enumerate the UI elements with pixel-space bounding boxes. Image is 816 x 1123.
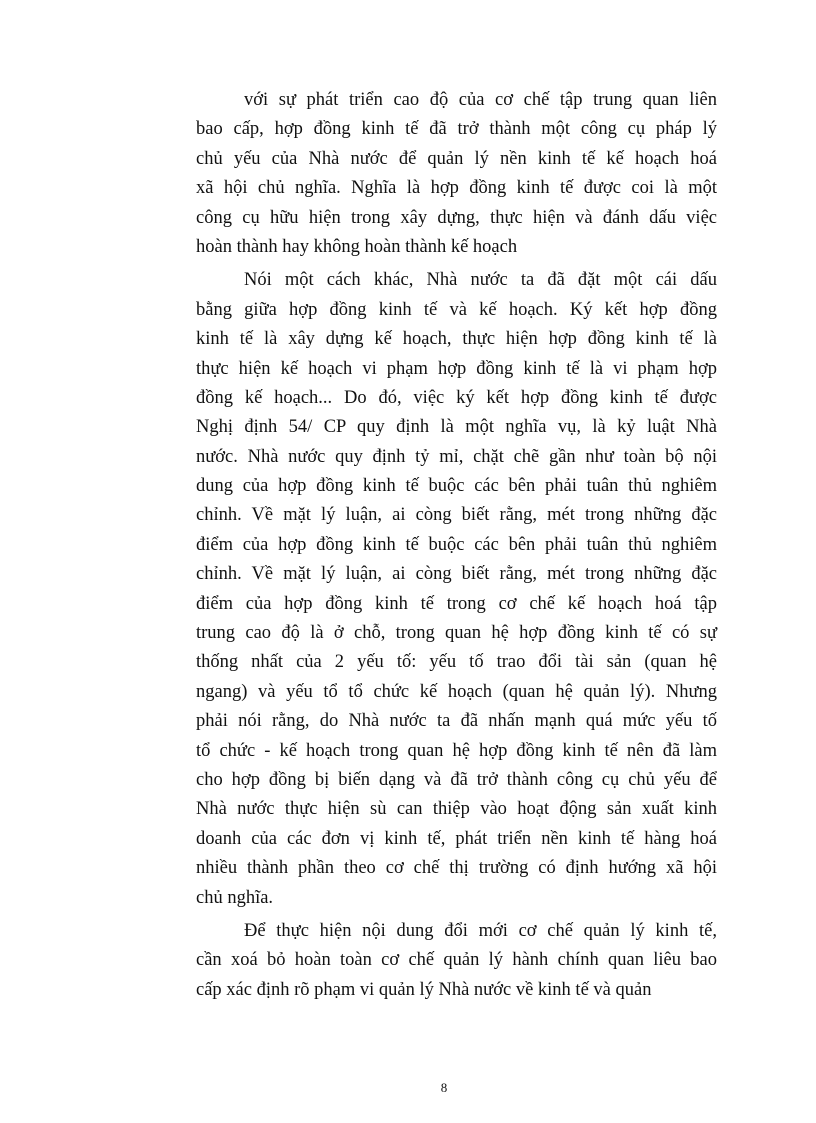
paragraph-line: thực hiện kế hoạch vi phạm hợp đồng kinh tế là vi phạm hợp — [196, 358, 717, 379]
paragraph-line: doanh của các đơn vị kinh tế, phát triển nền kinh tế hàng hoá — [196, 828, 717, 849]
paragraph-line: tổ chức - kế hoạch trong quan hệ hợp đồng kinh tế nên đã làm — [196, 740, 717, 761]
paragraph-line: hoàn thành hay không hoàn thành kế hoạch — [196, 236, 518, 257]
paragraph-line: Nói một cách khác, Nhà nước ta đã đặt một cái dấu — [244, 270, 717, 291]
paragraph-line: nước. Nhà nước quy định tỷ mỉ, chặt chẽ gần như toàn bộ nội — [196, 446, 717, 467]
paragraph-line: bao cấp, hợp đồng kinh tế đã trở thành một công cụ pháp lý — [196, 119, 717, 140]
paragraph-line: chủ nghĩa. — [196, 887, 274, 908]
paragraph — [196, 917, 717, 1005]
paragraph — [196, 86, 717, 262]
paragraph-line: cấp xác định rõ phạm vi quản lý Nhà nước về kinh tế và quản — [196, 979, 652, 1000]
paragraph-line: xã hội chủ nghĩa. Nghĩa là hợp đồng kinh tế được coi là một — [196, 178, 717, 199]
paragraph-line: dung của hợp đồng kinh tế buộc các bên phải tuân thủ nghiêm — [196, 476, 717, 497]
paragraph-line: Nghị định 54/ CP quy định là một nghĩa vụ, là kỷ luật Nhà — [196, 417, 717, 438]
paragraph-line: chỉnh. Về mặt lý luận, ai còng biết rằng, mét trong những đặc — [196, 505, 717, 526]
paragraph-line: ngang) và yếu tổ tổ chức kế hoạch (quan hệ quản lý). Nhưng — [196, 681, 717, 702]
paragraph-line: cho hợp đồng bị biến dạng và đã trở thành công cụ chủ yếu để — [196, 769, 717, 790]
paragraph-line: công cụ hữu hiện trong xây dựng, thực hiện và đánh dấu việc — [196, 207, 717, 228]
paragraph-line: đồng kế hoạch... Do đó, việc ký kết hợp đồng kinh tế được — [196, 387, 717, 408]
document-body — [196, 86, 717, 1009]
paragraph-line: phải nói rằng, do Nhà nước ta đã nhấn mạnh quá mức yếu tố — [196, 711, 717, 732]
paragraph — [196, 266, 717, 913]
paragraph-line: kinh tế là xây dựng kế hoạch, thực hiện hợp đồng kinh tế là — [196, 329, 717, 350]
paragraph-line: Nhà nước thực hiện sù can thiệp vào hoạt động sản xuất kinh — [196, 799, 717, 820]
paragraph-line: chỉnh. Về mặt lý luận, ai còng biết rằng, mét trong những đặc — [196, 564, 717, 585]
paragraph-line: điểm của hợp đồng kinh tế buộc các bên phải tuân thủ nghiêm — [196, 534, 717, 555]
paragraph-line: nhiều thành phần theo cơ chế thị trường có định hướng xã hội — [196, 858, 717, 879]
paragraph-line: Để thực hiện nội dung đổi mới cơ chế quản lý kinh tế, — [244, 920, 717, 941]
paragraph-line: bằng giữa hợp đồng kinh tế và kế hoạch. Ký kết hợp đồng — [196, 299, 717, 320]
paragraph-line: cần xoá bỏ hoàn toàn cơ chế quản lý hành chính quan liêu bao — [196, 950, 717, 971]
paragraph-line: thống nhất của 2 yếu tố: yếu tố trao đổi tài sản (quan hệ — [196, 652, 717, 673]
page-number: 8 — [440, 1080, 448, 1095]
paragraph-line: điểm của hợp đồng kinh tế trong cơ chế kế hoạch hoá tập — [196, 593, 717, 614]
paragraph-line: trung cao độ là ở chỗ, trong quan hệ hợp đồng kinh tế có sự — [196, 623, 717, 644]
paragraph-line: với sự phát triển cao độ của cơ chế tập trung quan liên — [244, 90, 717, 110]
paragraph-line: chủ yếu của Nhà nước để quản lý nền kinh tế kế hoạch hoá — [196, 148, 717, 169]
